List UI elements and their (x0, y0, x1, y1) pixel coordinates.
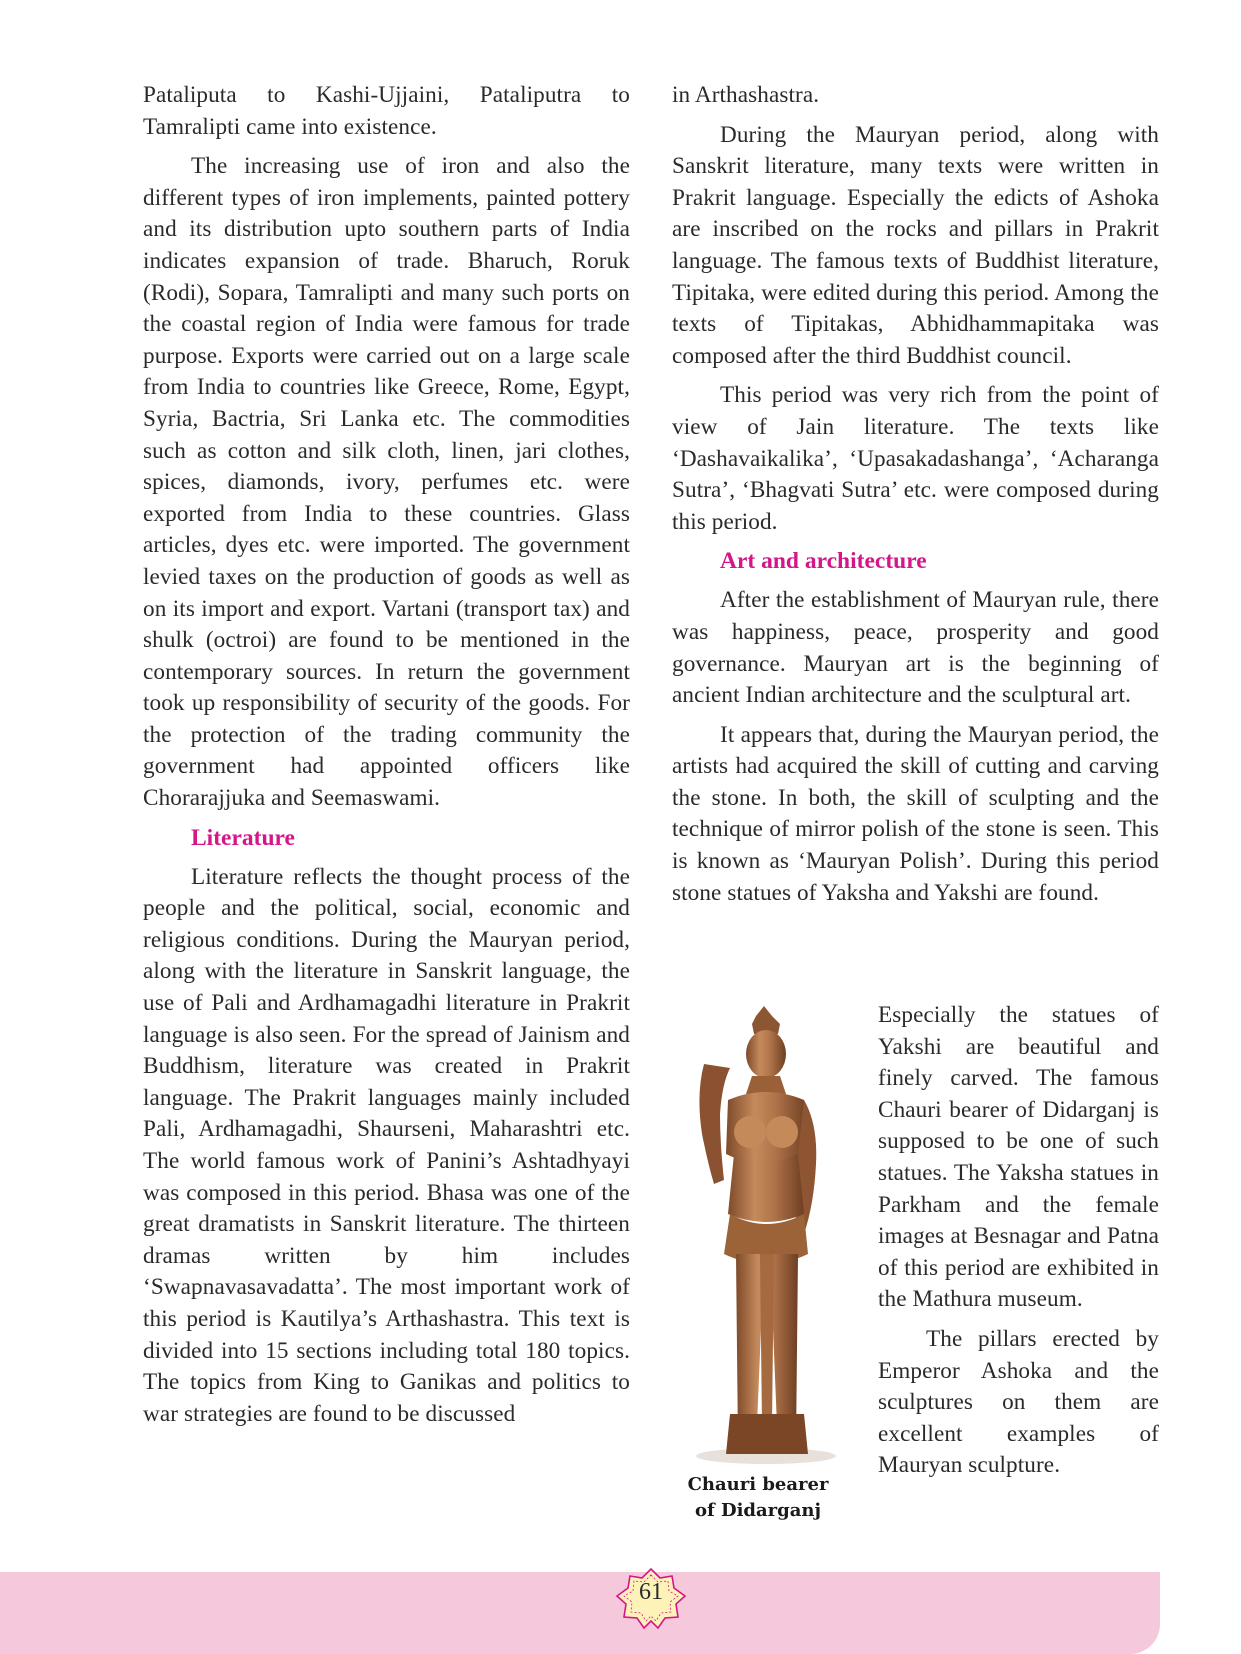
paragraph-prakrit-texts: During the Mauryan period, along with Sanskrit literature, many texts were written in Prakrit language. Especially the edicts of Ashoka are inscribed on the rocks and pillars in Prakrit language. The famous texts of Buddhist literature, Tipitaka, were edited during this period. Among the texts of Tipitakas, Abhidhammapitaka was composed after the third Buddhist council. (672, 121, 1159, 369)
paragraph-trade-routes: Pataliputa to Kashi-Ujjaini, Pataliputra to Tamralipti came into existence. (143, 82, 630, 140)
figure-caption (668, 1472, 848, 1524)
paragraph-jain-literature: This period was very rich from the point of view of Jain literature. The texts like ‘Dashavaikalika’, ‘Upasakadashanga’, ‘Acharanga Sutra’, ‘Bhagvati Sutra’ etc. were composed during this period. (672, 382, 1159, 535)
paragraph-literature: Literature reflects the thought process of the people and the political, social, economic and religious conditions. During the Mauryan period, along with the literature in Sanskrit language, the use of Pali and Ardhamagadhi literature in Prakrit language is also seen. For the spread of Jainism and Buddhism, literature was created in Prakrit language. The Prakrit languages mainly included Pali, Ardhamagadhi, Shaurseni, Maharashtri etc. The world famous work of Panini’s Ashtadhyayi was composed in this period. Bhasa was one of the great dramatists in Sanskrit literature. The thirteen dramas written by him includes ‘Swapnavasavadatta’. The most important work of this period is Kautilya’s Arthashastra. This text is divided into 15 sections including total 180 topics. The topics from King to Ganikas and politics to war strategies are found to be discussed (143, 863, 630, 1427)
paragraph-trade: The increasing use of iron and also the different types of iron implements, painted pottery and its distribution upto southern parts of India indicates expansion of trade. Bharuch, Roruk (Rodi), Sopara, Tamralipti and many such ports on the coastal region of India were famous for trade purpose. Exports were carried out on a large scale from India to countries like Greece, Rome, Egypt, Syria, Bactria, Sri Lanka etc. The commodities such as cotton and silk cloth, linen, jari clothes, spices, diamonds, ivory, perfumes etc. were exported from India to these countries. Glass articles, dyes etc. were imported. The government levied taxes on the production of goods as well as on its import and export. Vartani (transport tax) and shulk (octroi) are found to be mentioned in the contemporary sources. In return the government took up responsibility of security of the goods. For the protection of the trading community the government had appointed officers like Chorarajjuka and Seemaswami. (143, 153, 630, 812)
heading-art-architecture: Art and architecture (720, 548, 927, 575)
paragraph-yakshi-statues: Especially the statues of Yakshi are beautiful and finely carved. The famous Chauri bearer of Didarganj is supposed to be one of such statues. The Yaksha statues in Parkham and the female images at Besnagar and Patna of this period are exhibited in the Mathura museum. (878, 1002, 1159, 1313)
heading-literature: Literature (191, 824, 295, 851)
figure-caption-line1: Chauri bearer (687, 1474, 829, 1495)
footer-band (0, 1572, 1160, 1654)
right-wrap-text (878, 1000, 1159, 1490)
paragraph-ashoka-pillars: The pillars erected by Emperor Ashoka and the sculptures on them are excellent examples of Mauryan sculpture. (878, 1325, 1159, 1479)
figure-caption-line2: of Didarganj (694, 1500, 822, 1521)
paragraph-mauryan-polish: It appears that, during the Mauryan period, the artists had acquired the skill of cutting and carving the stone. In both, the skill of sculpting and the technique of mirror polish of the stone is seen. This is known as ‘Mauryan Polish’. During this period stone statues of Yaksha and Yakshi are found. (672, 721, 1159, 906)
page-number: 61 (639, 1579, 663, 1605)
right-column (672, 80, 1159, 917)
paragraph-mauryan-rule: After the establishment of Mauryan rule, there was happiness, peace, prosperity and good governance. Mauryan art is the beginning of ancient Indian architecture and the sculptural art. (672, 587, 1159, 709)
paragraph-arthashastra-end: in Arthashastra. (672, 82, 820, 108)
figure-chauri-bearer (668, 1004, 858, 1522)
page-number-badge (614, 1566, 688, 1630)
chauri-bearer-statue-image (668, 1004, 858, 1466)
left-column (143, 80, 630, 1438)
